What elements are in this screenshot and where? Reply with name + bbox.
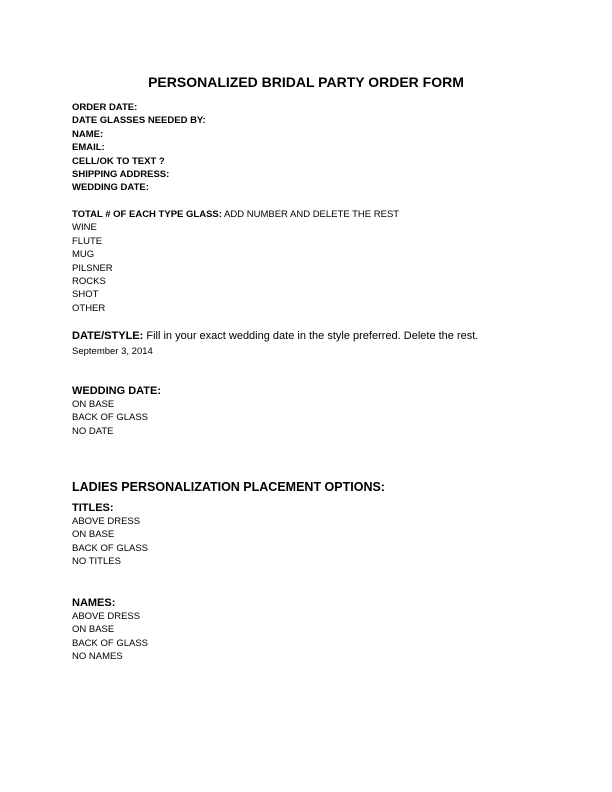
titles-option: BACK OF GLASS [72, 542, 149, 554]
names-option: ABOVE DRESS [72, 611, 141, 622]
date-needed-label: DATE GLASSES NEEDED BY: [72, 115, 206, 127]
wedding-date-label: WEDDING DATE: [72, 182, 149, 194]
wedding-date-option: NO DATE [72, 425, 114, 437]
glass-type-label: TOTAL # OF EACH TYPE GLASS: [72, 209, 222, 220]
email-label: EMAIL: [72, 142, 105, 154]
ladies-section [72, 479, 572, 495]
glass-type-section [72, 208, 572, 315]
page-title: PERSONALIZED BRIDAL PARTY ORDER FORM [148, 74, 464, 90]
date-style-section [72, 329, 572, 358]
names-option: ON BASE [72, 624, 115, 636]
names-heading: NAMES: [72, 597, 116, 609]
glass-type-header [72, 208, 572, 221]
names-option: BACK OF GLASS [72, 637, 149, 649]
names-option: NO NAMES [72, 651, 123, 663]
wedding-date-section [72, 384, 572, 438]
ladies-heading: LADIES PERSONALIZATION PLACEMENT OPTIONS: [72, 480, 385, 494]
glass-type-rocks: ROCKS [72, 276, 106, 288]
wedding-date-option: ON BASE [72, 399, 115, 410]
titles-option: NO TITLES [72, 556, 121, 568]
titles-heading: TITLES: [72, 502, 114, 514]
wedding-date-heading: WEDDING DATE: [72, 385, 162, 397]
date-style-example: September 3, 2014 [72, 346, 153, 357]
titles-section [72, 501, 572, 569]
glass-type-wine: WINE [72, 222, 97, 234]
cell-label: CELL/OK TO TEXT ? [72, 155, 165, 167]
name-label: NAME: [72, 128, 104, 140]
date-style-label: DATE/STYLE: [72, 330, 144, 342]
order-date-label: ORDER DATE: [72, 102, 138, 113]
date-style-header [72, 329, 572, 343]
date-style-instruction: Fill in your exact wedding date in the style preferred. Delete the rest. [143, 330, 479, 342]
names-section [72, 596, 572, 664]
glass-type-flute: FLUTE [72, 235, 103, 247]
shipping-address-label: SHIPPING ADDRESS: [72, 169, 170, 181]
order-fields [72, 101, 572, 195]
glass-type-other: OTHER [72, 302, 106, 314]
wedding-date-option: BACK OF GLASS [72, 412, 149, 424]
glass-type-pilsner: PILSNER [72, 262, 113, 274]
glass-type-shot: SHOT [72, 289, 99, 301]
glass-type-mug: MUG [72, 249, 95, 261]
titles-option: ON BASE [72, 529, 115, 541]
glass-type-instruction: ADD NUMBER AND DELETE THE REST [221, 209, 400, 220]
titles-option: ABOVE DRESS [72, 516, 141, 527]
